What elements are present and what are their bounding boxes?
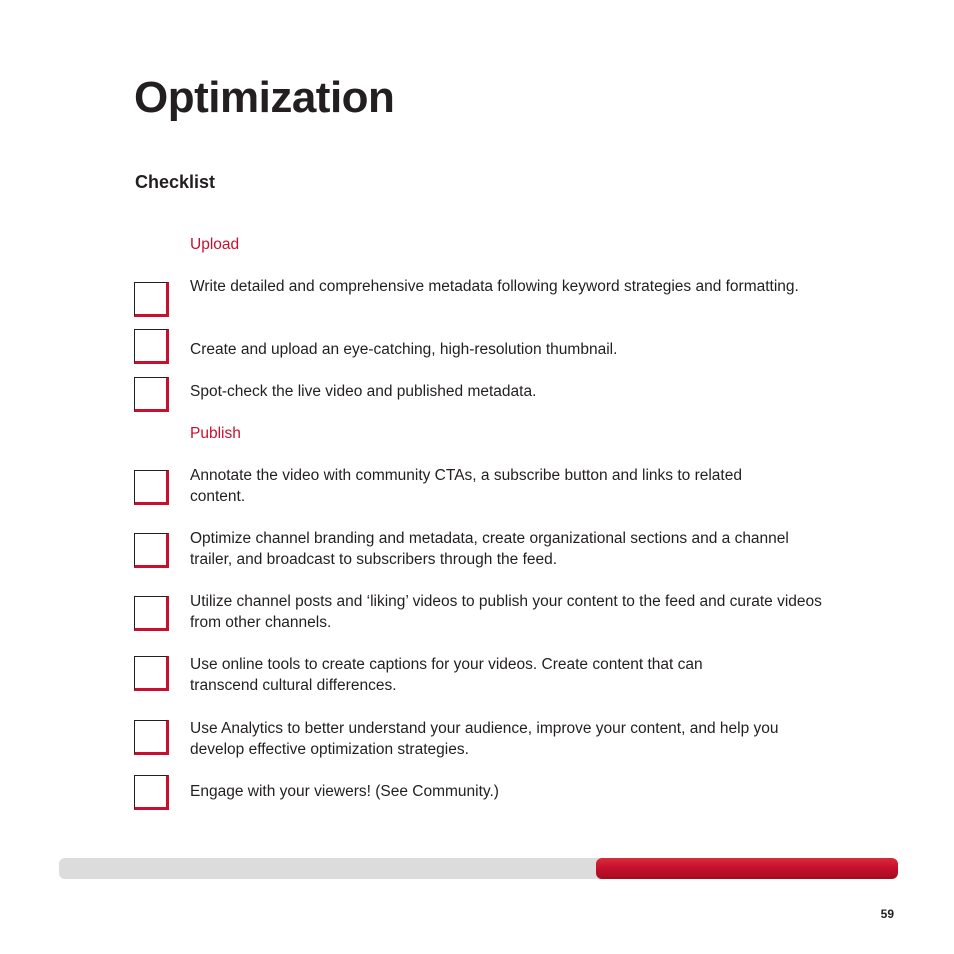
item-metadata-text: Write detailed and comprehensive metadata following keyword strategies and formatting. bbox=[190, 278, 799, 295]
item-annotate-text: Annotate the video with community CTAs, a subscribe button and links to related content. bbox=[190, 467, 742, 505]
item-captions-text: Use online tools to create captions for your videos. Create content that can transcend cultural differences. bbox=[190, 656, 703, 694]
checkbox-thumbnail[interactable] bbox=[134, 329, 169, 364]
progress-track bbox=[59, 858, 898, 879]
item-spot-check-text: Spot-check the live video and published metadata. bbox=[190, 383, 537, 400]
checkbox-engage[interactable] bbox=[134, 775, 169, 810]
checkbox-channel-posts[interactable] bbox=[134, 596, 169, 631]
progress-fill bbox=[596, 858, 898, 879]
checkbox-metadata[interactable] bbox=[134, 282, 169, 317]
page-number: 59 bbox=[880, 907, 894, 921]
checklist-heading: Checklist bbox=[135, 172, 216, 192]
section-heading-upload: Upload bbox=[190, 236, 240, 253]
item-analytics-text: Use Analytics to better understand your audience, improve your content, and help you develop effective optimization strategies. bbox=[190, 720, 779, 758]
checkbox-spot-check[interactable] bbox=[134, 377, 169, 412]
section-heading-publish: Publish bbox=[190, 425, 241, 442]
item-engage-text: Engage with your viewers! (See Community.) bbox=[190, 783, 499, 800]
item-branding-text: Optimize channel branding and metadata, create organizational sections and a channel trailer, and broadcast to subscribers through the feed. bbox=[190, 530, 789, 568]
page-title: Optimization bbox=[134, 73, 395, 122]
checkbox-captions[interactable] bbox=[134, 656, 169, 691]
item-channel-posts-text: Utilize channel posts and ‘liking’ videos to publish your content to the feed and curate videos from other channels. bbox=[190, 593, 822, 631]
checkbox-annotate[interactable] bbox=[134, 470, 169, 505]
item-thumbnail-text: Create and upload an eye-catching, high-resolution thumbnail. bbox=[190, 341, 618, 358]
checkbox-branding[interactable] bbox=[134, 533, 169, 568]
checkbox-analytics[interactable] bbox=[134, 720, 169, 755]
